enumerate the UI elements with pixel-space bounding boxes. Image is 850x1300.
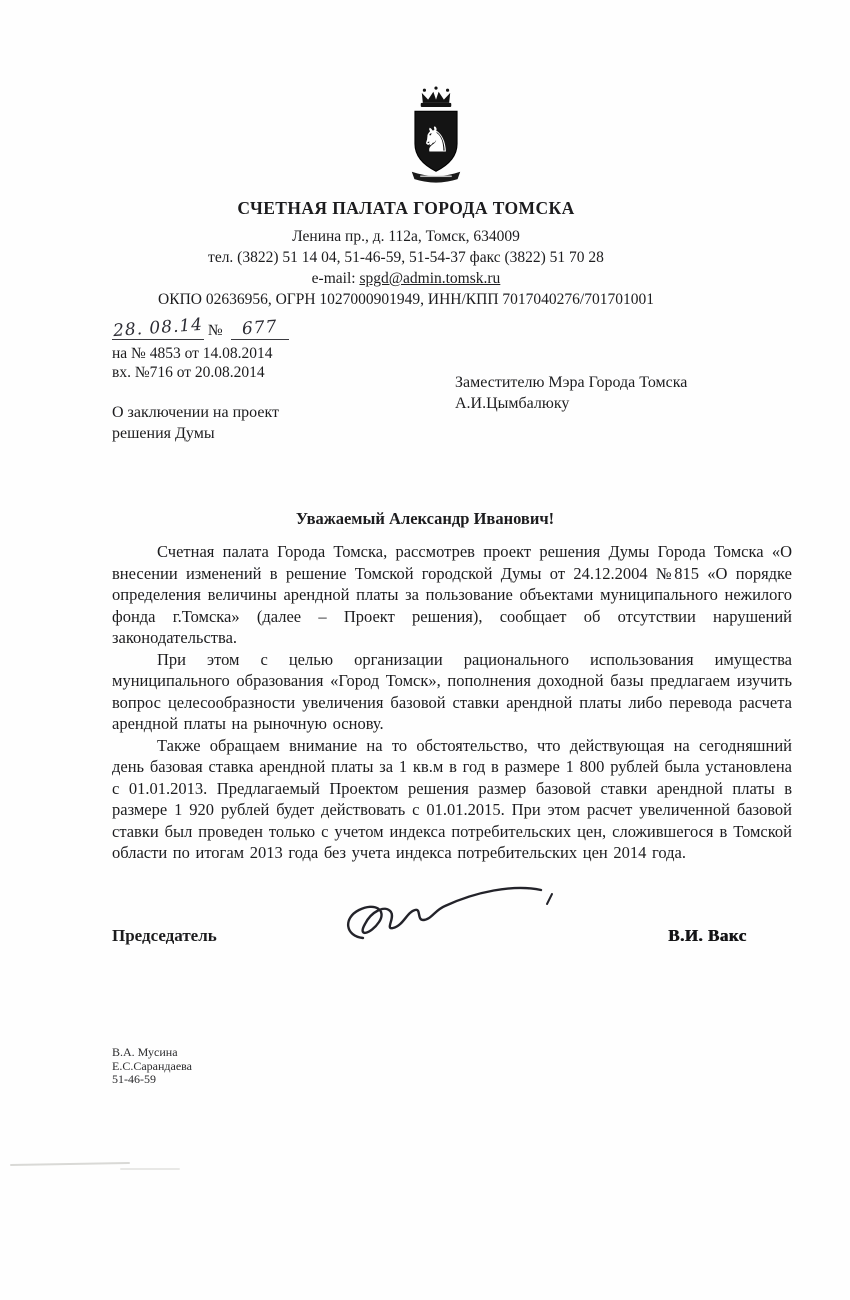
body-paragraph-2: При этом с целью организации рационального использования имущества муниципального образования «Город Томск», пополнения доходной базы предлагаем изучить вопрос целесообразности увеличения базовой ставки арендной платы либо перевода расчета арендной платы на рыночную основу. (112, 649, 792, 733)
signature-scribble-icon (335, 880, 560, 958)
email-address: spgd@admin.tomsk.ru (359, 270, 501, 287)
signer-name: В.И. Вакс (668, 926, 747, 945)
outgoing-reference (112, 314, 412, 344)
recipient-title: Заместителю Мэра Города Томска (455, 374, 688, 391)
scan-artifact (120, 1168, 180, 1170)
recipient-name: А.И.Цымбалюку (455, 395, 570, 412)
signature-row (0, 880, 850, 960)
body-paragraph-3: Также обращаем внимание на то обстоятельство, что действующая на сегодняшний день базовая ставка арендной платы за 1 кв.м в год в размере 1 800 рублей была установлена с 01.01.2013. Предлагаемый Проектом решения размер базовой ставки арендной платы в размере 1 920 рублей будет действовать с 01.01.2015. При этом расчет увеличенной базовой ставки был проведен только с учетом индекса потребительских цен, сложившегося в Томской области по итогам 2013 года без учета индекса потребительских цен 2014 года. (112, 735, 792, 862)
org-codes: ОКПО 02636956, ОГРН 1027000901949, ИНН/КПП 7017040276/701701001 (158, 291, 654, 308)
org-phones: тел. (3822) 51 14 04, 51-46-59, 51-54-37 факс (3822) 51 70 28 (208, 249, 604, 266)
ribbon-banner (412, 172, 460, 183)
scan-artifact (10, 1162, 130, 1166)
signer-title: Председатель (112, 926, 217, 945)
crown-icon (421, 87, 452, 108)
subject-line-1: О заключении на проект (112, 404, 279, 421)
incoming-reference: вх. №716 от 20.08.2014 (112, 364, 265, 381)
org-name: СЧЕТНАЯ ПАЛАТА ГОРОДА ТОМСКА (237, 198, 575, 218)
body-paragraph-1: Счетная палата Города Томска, рассмотрев проект решения Думы Города Томска «О внесении изменений в решение Томской городской Думы от 24.12.2004 №815 «О порядке определения величины арендной платы за пользование объектами муниципального нежилого фонда г.Томска» (далее – Проект решения), сообщает об отсутствии нарушений законодательства. (112, 542, 792, 647)
handwritten-date: 28. 08.14 (112, 314, 204, 342)
org-email-line (0, 268, 812, 289)
handwritten-number: 677 (231, 318, 289, 340)
horse-icon: ♞ (420, 120, 452, 161)
subject-line-2: решения Думы (112, 425, 215, 442)
number-sign: № (207, 322, 223, 339)
executor-phone: 51-46-59 (112, 1072, 156, 1086)
letter-body (112, 541, 792, 864)
email-label: e-mail: (311, 270, 360, 287)
salutation: Уважаемый Александр Иванович! (295, 509, 555, 528)
executor-block (112, 1046, 192, 1087)
reply-reference: на № 4853 от 14.08.2014 (112, 345, 273, 362)
org-address: Ленина пр., д. 112а, Томск, 634009 (292, 228, 520, 245)
subject-block (112, 402, 279, 444)
letterhead (0, 198, 812, 310)
executor-name-1: В.А. Мусина (112, 1045, 178, 1059)
executor-name-2: Е.С.Сарандаева (112, 1058, 193, 1073)
recipient-block (455, 372, 687, 414)
reference-block (112, 314, 412, 382)
coat-of-arms-icon (404, 86, 468, 186)
